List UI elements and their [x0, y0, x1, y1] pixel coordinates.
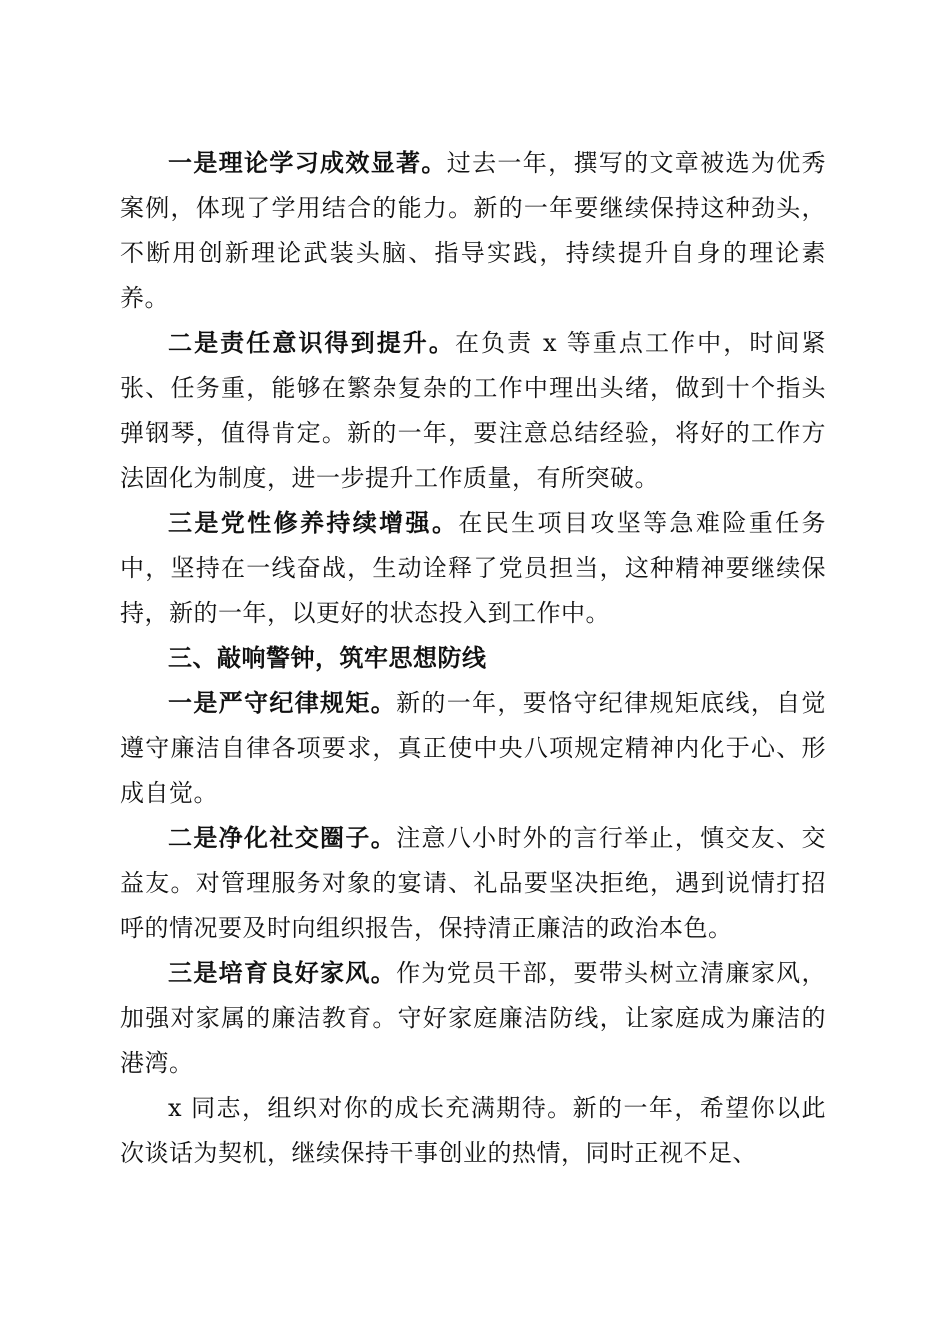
paragraph-text: 在负责 x 等重点工作中，时间紧张、任务重，能够在繁杂复杂的工作中理出头绪，做到十个指头弹钢琴，值得肯定。新的一年，要注意总结经验，将好的工作方法固化为制度，进一步提升工作质量，有所突破。	[120, 329, 826, 492]
paragraph-closing: x 同志，组织对你的成长充满期待。新的一年，希望你以此次谈话为契机，继续保持干事创业的热情，同时正视不足、	[120, 1094, 826, 1167]
paragraph-text: 新的一年，要恪守纪律规矩底线，自觉遵守廉洁自律各项要求，真正使中央八项规定精神内化于心、形成自觉。	[120, 689, 827, 807]
paragraph-lead: 一是严守纪律规矩。	[168, 689, 397, 717]
paragraph-social-circle	[120, 816, 826, 951]
paragraph-text: 过去一年，撰写的文章被选为优秀案例，体现了学用结合的能力。新的一年要继续保持这种劲头，不断用创新理论武装头脑、指导实践，持续提升自身的理论素养。	[120, 149, 827, 312]
paragraph-discipline	[120, 681, 826, 816]
paragraph-party-spirit	[120, 501, 826, 636]
section-heading: 三、敲响警钟，筑牢思想防线	[168, 644, 487, 672]
paragraph-family-style	[120, 951, 826, 1086]
document-body	[120, 141, 826, 1176]
paragraph-theory-study	[120, 141, 826, 321]
paragraph-lead: 二是净化社交圈子。	[168, 824, 397, 852]
paragraph-lead: 三是培育良好家风。	[168, 959, 397, 987]
paragraph-text: 在民生项目攻坚等急难险重任务中，坚持在一线奋战，生动诠释了党员担当，这种精神要继续保持，新的一年，以更好的状态投入到工作中。	[120, 509, 827, 627]
paragraph-text: 作为党员干部，要带头树立清廉家风，加强对家属的廉洁教育。守好家庭廉洁防线，让家庭成为廉洁的港湾。	[120, 959, 827, 1077]
paragraph-lead: 二是责任意识得到提升。	[168, 329, 455, 357]
paragraph-lead: 一是理论学习成效显著。	[168, 149, 447, 177]
paragraph-text: 注意八小时外的言行举止，慎交友、交益友。对管理服务对象的宴请、礼品要坚决拒绝，遇到说情打招呼的情况要及时向组织报告，保持清正廉洁的政治本色。	[120, 824, 827, 942]
paragraph-lead: 三是党性修养持续增强。	[168, 509, 459, 537]
paragraph-responsibility	[120, 321, 826, 501]
